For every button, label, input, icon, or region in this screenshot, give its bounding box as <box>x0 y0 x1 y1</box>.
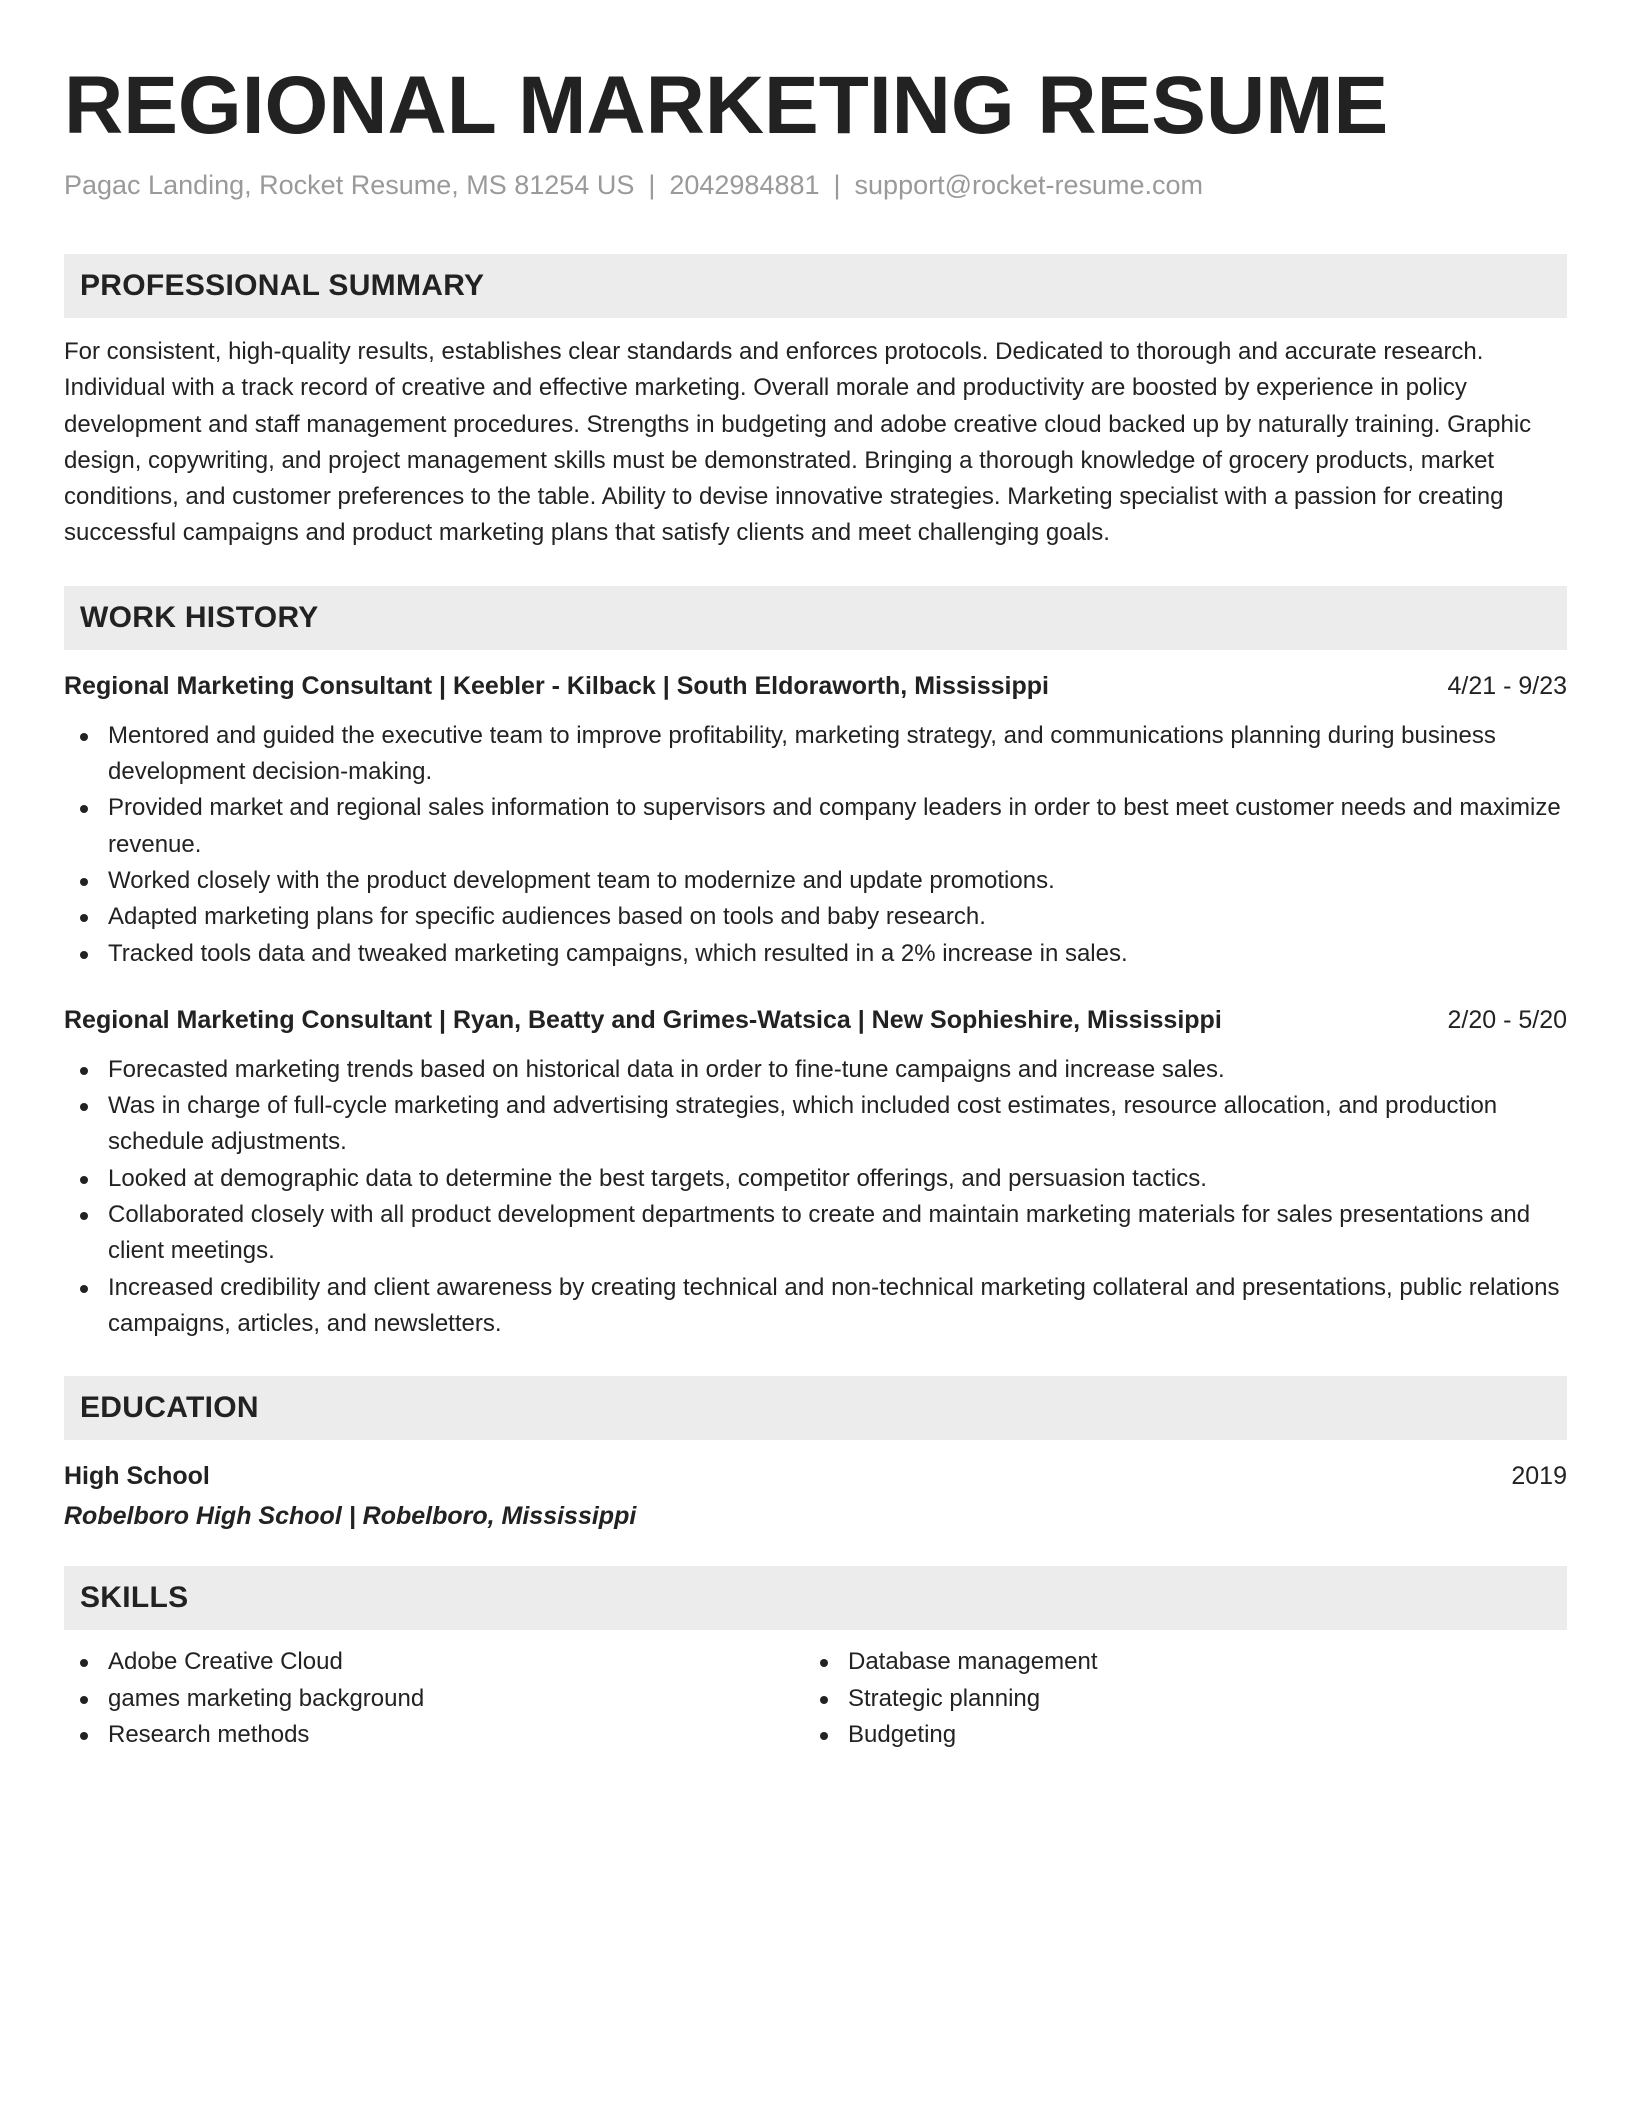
list-item <box>64 1717 804 1753</box>
list-item <box>804 1717 1544 1753</box>
bullet-text: Was in charge of full-cycle marketing and advertising strategies, which included cost estimates, resource allocation, and production schedule adjustments. <box>108 1092 1498 1156</box>
job-title: Regional Marketing Consultant | Keebler - Kilback | South Eldoraworth, Mississippi <box>64 671 1049 700</box>
list-item <box>804 1681 1544 1717</box>
contact-address: Pagac Landing, Rocket Resume, MS 81254 US <box>64 170 635 200</box>
bullet-text: Increased credibility and client awareness by creating technical and non-technical marketing collateral and presentations, public relations campaigns, articles, and newsletters. <box>108 1273 1560 1337</box>
bullet-icon <box>80 914 88 922</box>
bullet-icon <box>820 1659 828 1667</box>
skill-text: Budgeting <box>848 1720 957 1748</box>
bullet-text: Tracked tools data and tweaked marketing campaigns, which resulted in a 2% increase in sales. <box>108 939 1128 967</box>
job-dates: 2/20 - 5/20 <box>1447 1005 1567 1034</box>
summary-heading: PROFESSIONAL SUMMARY <box>64 254 1567 318</box>
bullet-icon <box>80 1732 88 1740</box>
job-entry-2 <box>64 1002 1567 1342</box>
bullet-text: Mentored and guided the executive team to improve profitability, marketing strategy, and communications planning during business development decision-making. <box>108 721 1496 786</box>
bullet-icon <box>820 1732 828 1740</box>
education-entry <box>64 1456 1567 1536</box>
contact-line <box>64 168 1567 202</box>
resume-page <box>64 0 1567 1753</box>
education-year: 2019 <box>1511 1462 1567 1491</box>
bullet-icon <box>80 1696 88 1704</box>
job-bullets <box>64 1052 1567 1342</box>
bullet-text: Worked closely with the product development team to modernize and update promotions. <box>108 866 1055 894</box>
list-item <box>64 790 1567 863</box>
bullet-icon <box>80 1103 88 1111</box>
bullet-text: Forecasted marketing trends based on historical data in order to fine-tune campaigns and increase sales. <box>108 1055 1225 1083</box>
bullet-icon <box>80 1212 88 1220</box>
job-header <box>64 668 1567 704</box>
education-school: Robelboro High School | Robelboro, Mississippi <box>64 1502 637 1531</box>
list-item <box>64 1681 804 1717</box>
skills-heading: SKILLS <box>64 1566 1567 1630</box>
bullet-icon <box>80 1067 88 1075</box>
bullet-icon <box>80 733 88 741</box>
skill-text: Adobe Creative Cloud <box>108 1648 343 1676</box>
list-item <box>804 1644 1544 1680</box>
resume-title: REGIONAL MARKETING RESUME <box>64 60 1389 151</box>
bullet-icon <box>80 805 88 813</box>
bullet-text: Looked at demographic data to determine the best targets, competitor offerings, and persuasion tactics. <box>108 1164 1207 1192</box>
work-history-heading: WORK HISTORY <box>64 586 1567 650</box>
bullet-icon <box>80 951 88 959</box>
list-item <box>64 1088 1567 1161</box>
list-item <box>64 863 1567 899</box>
bullet-text: Adapted marketing plans for specific audiences based on tools and baby research. <box>108 903 986 931</box>
job-header <box>64 1002 1567 1038</box>
bullet-text: Collaborated closely with all product development departments to create and maintain marketing materials for sales presentations and client meetings. <box>108 1201 1531 1265</box>
list-item <box>64 1052 1567 1088</box>
job-dates: 4/21 - 9/23 <box>1447 671 1567 700</box>
contact-phone: 2042984881 <box>669 170 820 200</box>
job-bullets <box>64 718 1567 972</box>
summary-text: For consistent, high-quality results, establishes clear standards and enforces protocols. Dedicated to thorough and accurate research. Individual with a track record of creative and effective marketing. Overall morale and productivity are boosted by experience in policy development and staff management procedures. Strengths in budgeting and adobe creative cloud backed up by naturally training. Graphic design, copywriting, and project management skills must be demonstrated. Bringing a thorough knowledge of grocery products, market conditions, and customer preferences to the table. Ability to devise innovative strategies. Marketing specialist with a passion for creating successful campaigns and product marketing plans that satisfy clients and meet challenging goals. <box>64 338 1532 547</box>
bullet-icon <box>820 1696 828 1704</box>
skills-list <box>64 1644 1567 1753</box>
skill-text: Research methods <box>108 1720 310 1748</box>
skill-text: games marketing background <box>108 1684 425 1712</box>
contact-email: support@rocket-resume.com <box>854 170 1204 200</box>
list-item <box>64 936 1567 972</box>
list-item <box>64 1270 1567 1343</box>
bullet-icon <box>80 1176 88 1184</box>
list-item <box>64 1161 1567 1197</box>
education-heading: EDUCATION <box>64 1376 1567 1440</box>
skills-column-right <box>804 1644 1544 1753</box>
bullet-text: Provided market and regional sales information to supervisors and company leaders in order to best meet customer needs and maximize revenue. <box>108 794 1561 858</box>
skill-text: Strategic planning <box>848 1684 1041 1712</box>
skill-text: Database management <box>848 1648 1098 1676</box>
bullet-icon <box>80 1285 88 1293</box>
bullet-icon <box>80 878 88 886</box>
job-entry-1 <box>64 668 1567 972</box>
education-header <box>64 1456 1567 1496</box>
skills-column-left <box>64 1644 804 1753</box>
list-item <box>64 718 1567 791</box>
list-item <box>64 1197 1567 1270</box>
contact-separator: | <box>833 170 841 200</box>
list-item <box>64 1644 804 1680</box>
bullet-icon <box>80 1659 88 1667</box>
job-title: Regional Marketing Consultant | Ryan, Beatty and Grimes-Watsica | New Sophieshire, Mississippi <box>64 1005 1222 1034</box>
contact-separator: | <box>648 170 656 200</box>
list-item <box>64 899 1567 935</box>
education-degree: High School <box>64 1462 210 1491</box>
